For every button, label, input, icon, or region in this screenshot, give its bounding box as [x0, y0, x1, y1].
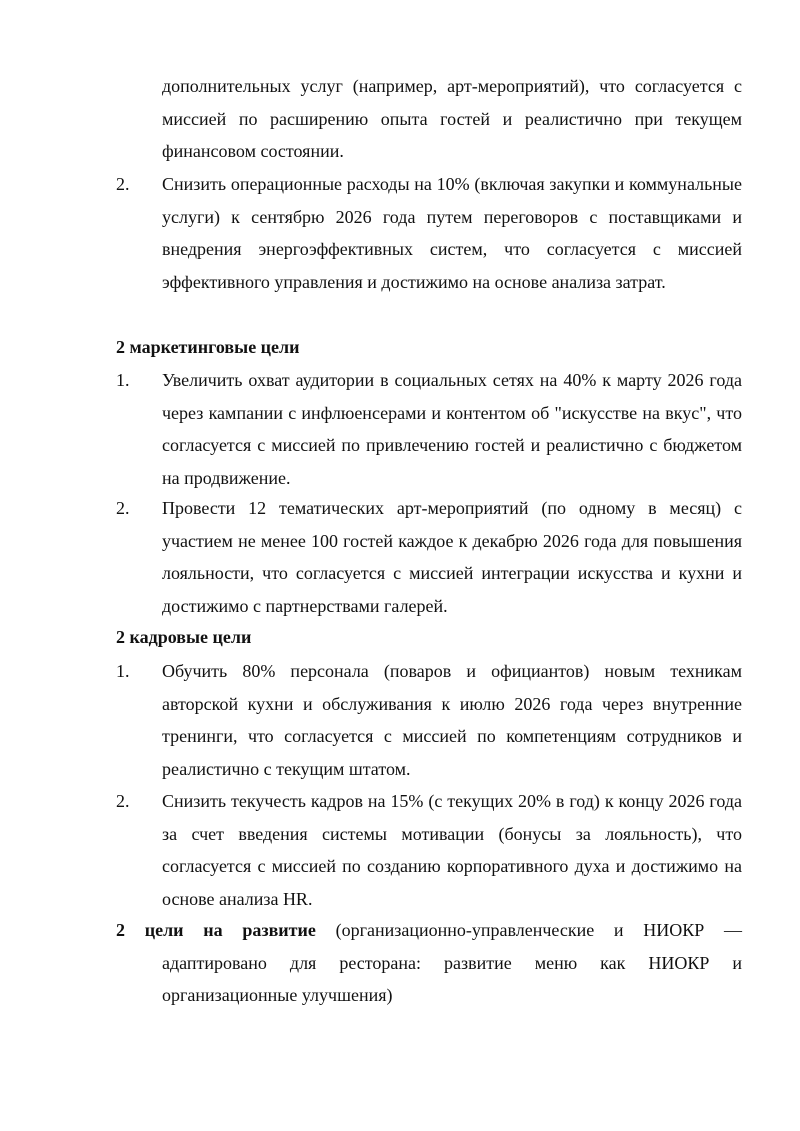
list-item-text: Обучить 80% персонала (поваров и официантов) новым техникам авторской кухни и обслуживания к июлю 2026 года через внутренние тренинги, что согласуется с миссией по компетенциям сотрудников и реалистично с текущим штатом.: [162, 661, 742, 779]
list-item-text: Снизить операционные расходы на 10% (включая закупки и коммунальные услуги) к сентябрю 2026 года путем переговоров с поставщиками и внедрения энергоэффективных систем, что согласуется с миссией эффективного управления и достижимо на основе анализа затрат.: [162, 174, 742, 292]
development-first-line: (организационно-управленческие и НИОКР —: [335, 920, 742, 940]
list-number: 1.: [116, 370, 130, 390]
list-number: 1.: [116, 661, 130, 681]
development-continuation: адаптировано для ресторана: развитие меню как НИОКР и организационные улучшения): [162, 952, 742, 1006]
financial-goal-2: [0, 168, 800, 298]
list-item-text: Увеличить охват аудитории в социальных сетях на 40% к марту 2026 года через кампании с инфлюенсерами и контентом об "искусстве на вкус", что согласуется с миссией по привлечению гостей и реалистично с бюджетом на продвижение.: [162, 370, 742, 488]
development-goals-paragraph: [116, 914, 742, 1012]
paragraph-text: дополнительных услуг (например, арт-мероприятий), что согласуется с миссией по расширению опыта гостей и реалистично при текущем финансовом состоянии.: [162, 76, 742, 162]
list-item-text: Снизить текучесть кадров на 15% (с текущих 20% в год) к концу 2026 года за счет введения системы мотивации (бонусы за лояльность), что согласуется с миссией по созданию корпоративного духа и достижимо на основе анализа HR.: [162, 791, 742, 909]
list-number: 2.: [116, 791, 130, 811]
marketing-goal-1: [0, 364, 800, 494]
list-number: 2.: [116, 174, 130, 194]
hr-goal-1: [0, 655, 800, 785]
list-item-text: Провести 12 тематических арт-мероприятий (по одному в месяц) с участием не менее 100 гостей каждое к декабрю 2026 года для повышения лояльности, что согласуется с миссией интеграции искусства и кухни и достижимо с партнерствами галерей.: [162, 498, 742, 616]
intro-continuation: [0, 70, 800, 168]
hr-goal-2: [0, 785, 800, 915]
marketing-goal-2: [0, 492, 800, 622]
development-heading: 2 цели на развитие: [116, 920, 316, 940]
list-number: 2.: [116, 498, 130, 518]
marketing-heading: 2 маркетинговые цели: [116, 337, 300, 357]
hr-heading: 2 кадровые цели: [116, 627, 252, 647]
